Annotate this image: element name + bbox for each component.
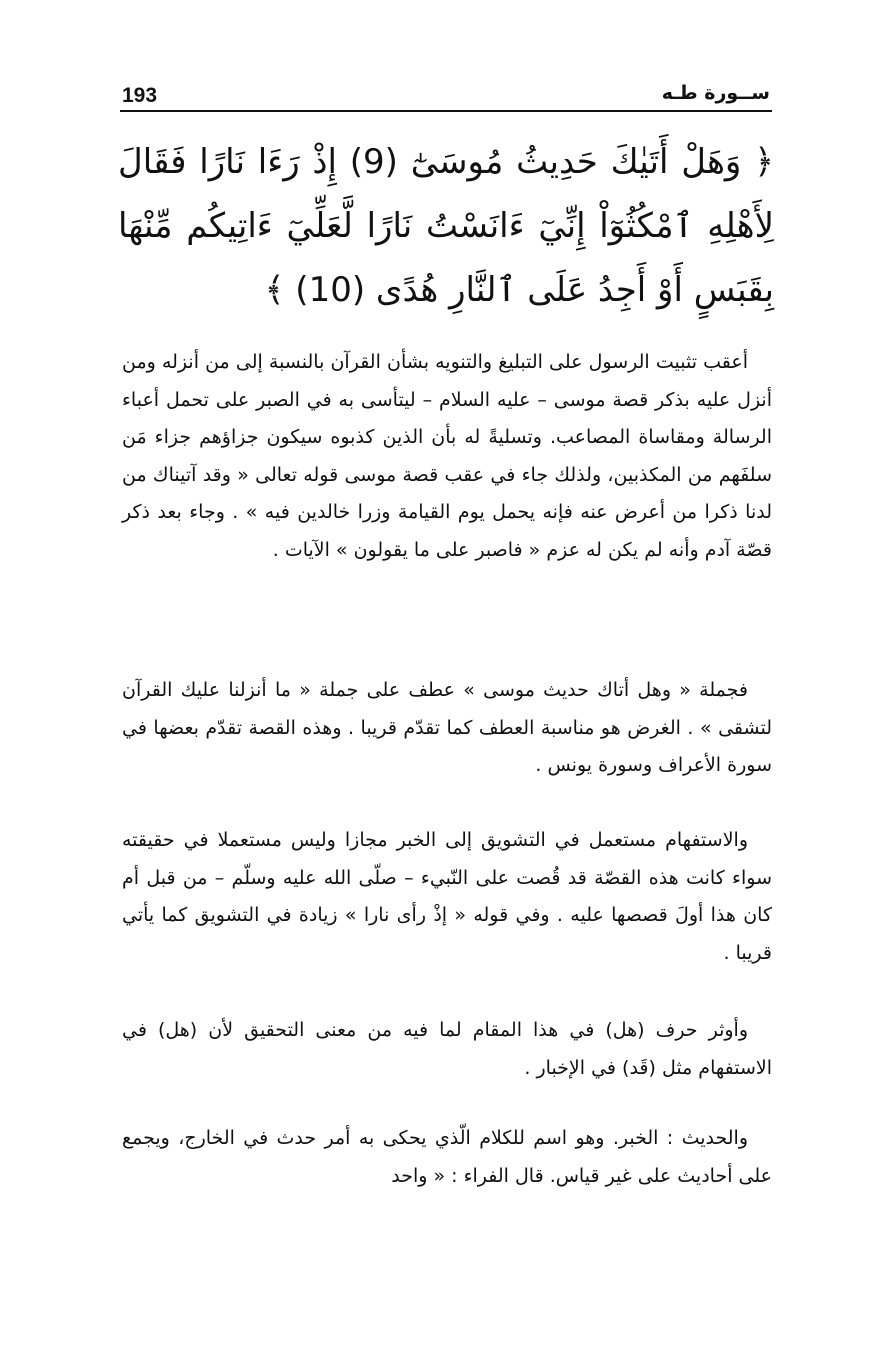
quran-verse: ﴿ وَهَلْ أَتَيٰكَ حَدِيثُ مُوسَىٰٓ (9) إِذْ رَءَا نَارًا فَقَالَ لِأَهْلِهِ ٱمْكُثُوٓاْ إِنِّيٓ ءَانَسْتُ نَارًا لَّعَلِّيٓ ءَاتِيكُم مِّنْهَا بِقَبَسٍ أَوْ أَجِدُ عَلَى ٱلنَّارِ هُدًى (10) ﴾: [118, 142, 774, 310]
commentary-paragraph: أعقب تثبيت الرسول على التبليغ والتنويه بشأن القرآن بالنسبة إلى من أنزله ومن أنزل عليه بذكر قصة موسى – عليه السلام – ليتأسى به في الصبر على تحمل أعباء الرسالة ومقاساة المصاعب. وتسليةً له بأن الذين كذبوه سيكون جزاؤهم جزاء مَن سلفَهم من المكذبين، ولذلك جاء في عقب قصة موسى قوله تعالى « وقد آتيناك من لدنا ذكرا من أعرض عنه فإنه يحمل يوم القيامة وزرا خالدين فيه » . وجاء بعد ذكر قصّة آدم وأنه لم يكن له عزم « فاصبر على ما يقولون » الآيات .: [122, 351, 772, 561]
page-header: [120, 80, 772, 112]
commentary-paragraph: فجملة « وهل أتاك حديث موسى » عطف على جملة « ما أنزلنا عليك القرآن لتشقى » . الغرض هو مناسبة العطف كما تقدّم قريبا . وهذه القصة تقدّم بعضها في سورة الأعراف وسورة يونس .: [122, 679, 772, 776]
surah-title: ســورة طـه: [661, 82, 770, 104]
commentary-paragraph: والاستفهام مستعمل في التشويق إلى الخبر مجازا وليس مستعملا في حقيقته سواء كانت هذه القصّة قد قُصت على النّبيء – صلّى الله عليه وسلّم – من قبل أم كان هذا أولَ قصصها عليه . وفي قوله « إذْ رأى نارا » زيادة في التشويق كما يأتي قريبا .: [122, 829, 772, 964]
page-number: 193: [122, 84, 158, 107]
header-divider: [120, 110, 772, 112]
commentary-paragraph: وأوثر حرف (هل) في هذا المقام لما فيه من معنى التحقيق لأن (هل) في الاستفهام مثل (قَد) في الإخبار .: [122, 1019, 772, 1079]
commentary-paragraph: والحديث : الخبر. وهو اسم للكلام الّذي يحكى به أمر حدث في الخارج، ويجمع على أحاديث على غير قياس. قال الفراء : « واحد: [122, 1127, 772, 1187]
